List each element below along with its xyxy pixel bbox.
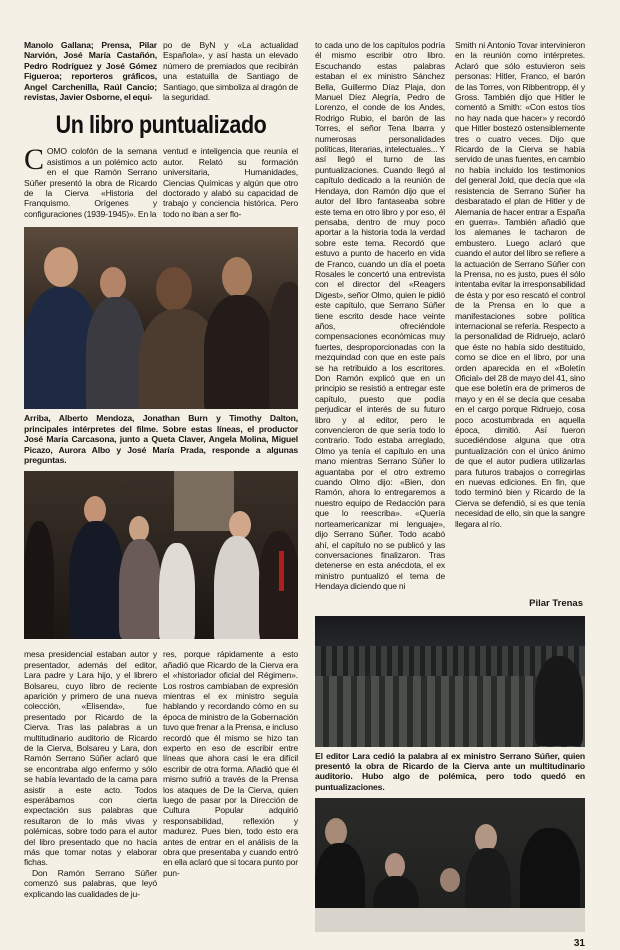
bottom-col2: res, porque rápidamente a esto añadió que Ricardo de la Cierva era el «historiador oficial del Régimen». Los rostros cambiaban de expresión mientras el ex ministro seguía hablando y recordando cómo en su época de ministro de la Gobernación tuvo que frenar a la Prensa, e incluso recordó que él mismo se hizo tan experto en eso de escribir entre líneas que ahora casi le era difícil escribir de otra forma. Añadió que él mismo sufrió a través de la Prensa los ataques de De la Cierva, quien luego de pasar por la Dirección de Cultura Popular adquirió responsabilidad, reflexión y madurez. Pues bien, todo esto era antes de entrar en el análisis de la obra que presentaba y cuando entró en ella aclaró que si tocara punto por pun-	[163, 649, 298, 878]
author-signature: Pilar Trenas	[529, 597, 583, 609]
top-text-col2: po de ByN y «La actualidad Española», y así hasta un elevado número de premiados que recibirán una estatuilla de Santiago de Santiago, que simboliza al dragón de la seguridad.	[163, 40, 298, 103]
photo-actors	[24, 227, 298, 409]
drop-cap: C	[24, 143, 44, 177]
photo-press-conference	[24, 471, 298, 639]
bottom-col1	[24, 649, 157, 899]
top-text	[24, 40, 298, 102]
intro-col1	[24, 143, 157, 219]
photo-audience	[315, 616, 585, 747]
page-number: 31	[573, 938, 585, 950]
intro-text	[24, 143, 298, 219]
bottom-paragraph-2: Don Ramón Serrano Súñer comenzó sus palabras, que leyó explicando las cualidades de ju-	[24, 867, 157, 899]
right-text	[315, 40, 585, 592]
caption-actors: Arriba, Alberto Mendoza, Jonathan Burn y Timothy Dalton, principales intérpretes del filme. Sobre estas líneas, el productor José María Carcasona, junto a Queta Claver, Angela Molina, Miguel Picazo, Aurora Albo y José María Prada, responde a algunas preguntas.	[24, 413, 298, 465]
bottom-paragraph-1: mesa presidencial estaban autor y presentador, además del editor, Lara padre y Lara hijo, y el librero Bolsareu, cuyo libro de reciente aparición y primero de una nueva colección, «Elisenda», fue presentado por Ricardo de la Cierva. Tras las palabras a un multitudinario auditorio de Ricardo de la Cierva, Bolsareu y Lara, don Ramón Serrano Súñer aclaró que se encontraba algo enfermo y sólo se había levantado de la cama para asistir a este acto. Todos esperábamos con cierta expectación sus palabras que resultaron de lo más vivas y polémicas, sobre todo para el autor del libro presentado que no hacía más que tomar notas y elaborar fichas.	[24, 649, 157, 868]
intro-col2: ventud e inteligencia que reunía el autor. Relató su formación universitaria, Humanidades, Ciencias Químicas y algún que otro doctorado y alabó su capacidad de trabajo y conciencia histórica. Pero todo no iban a ser flo-	[163, 146, 298, 219]
top-text-col1: Manolo Gallana; Prensa, Pilar Narvión, José María Castañón, Pedro Rodríguez y José Gómez Figueroa; reporteros gráficos, Angel Carchenilla, Raúl Cancio; revistas, Javier Osborne, el equi-	[24, 40, 157, 103]
left-column	[24, 40, 298, 899]
caption-audience: El editor Lara cedió la palabra al ex ministro Serrano Súñer, quien presentó la obra de Ricardo de la Cierva ante un multitudinario auditorio. Hubo algo de polémica, pero todo quedó en puntualizaciones.	[315, 750, 585, 792]
right-column	[315, 40, 585, 950]
photo-presidential-table	[315, 798, 585, 932]
right-col2: Smith ni Antonio Tovar intervinieron en la reunión como intérpretes. Aclaró que sólo estuvieron seis personas: Hitler, Franco, el barón de las Torres, von Ribbentropp, él y Gross. También dijo que Hitler le comentó a Smith: «Con estos tíos no hay nada que hacer» y recordó que Hitler bostezó ostensiblemente tres o cuatro veces. Dijo que Ricardo de la Cierva se había servido de unas fuentes, en cambio no había incluido los testimonios del general Jold, que decía que «la resistencia de Serrano Súñer ha desbaratado el plan de Hitler y de Alemania de hacer entrar a España en guerra». También añadió que los alemanes le tacharon de embustero. Luego aclaró que cuando el autor del libro se refiere a la actuación de Serrano Súñer con la Prensa, no es justo, pues él sólo intentaba evitar la irresponsabilidad de ésta y por eso rescató el control de la Prensa en lo que a manifestaciones sobre política internacional se refería. Respecto a la personalidad de Ridruejo, aclaró que éste no había sido destituido, como se dice en el libro, por una orden aparecida en el «Boletín Oficial» del 28 de mayo del 41, sino que ese boletín era de primeros de mayo y en él se decía que cesaba en el cargo porque Ridruejo, cosa poco acostumbrada en aquella época, dimitió. Así fueron sucediéndose alguna que otra puntualización con el único ánimo de que el autor pudiera utilizarlas para futuros trabajos o corregirlas en nuevas ediciones. En fin, que todo terminó bien y Ricardo de la Cierva se defendió, si es que tenía necesidad de ello, sin que la sangre llegara al río.	[455, 40, 585, 529]
right-col1: to cada uno de los capítulos podría él mismo escribir otro libro. Escuchando estas palabras estaban el ex ministro Sánchez Bella, Guillermo Díaz Plaja, don Manuel Díez Alegría, Pedro de Lorenzo, el conde de los Andes, Rodrigo Rubio, el barón de las Torres, el señor Tena Ibarra y numerosas personalidades políticas, literarias, intelectuales... Y así llegó el turno de las puntualizaciones. Cuando llegó al capítulo dedicado a la reunión de Hendaya, don Ramón dijo que el autor del libro fantaseaba sobre este tema en otro libro y por eso, él pensaba, dentro de muy poco aportar a la historia toda la verdad sobre este tema. Recordó que estuvo a punto de hacerlo en vida de Franco, cuando un día el poeta Rosales le concertó una entrevista con el director del «Reagers Digest», señor Olmo, quien le pidió este capítulo, que Serrano Súñer tiene escrito desde hace veinte años, ofreciéndole compensaciones económicas muy fuertes, desproporcionadas con la mezquindad con que en este país se ha retribuido a los escritores. Don Ramón explicó que en un principio se resistió a entregar este capítulo, puesto que podía perjudicar el interés de su futuro libro y al editor, pero le convencieron de que sería todo lo contrario. Todo estaba arreglado, Olmo ya tenía el capítulo en una mano mientras Serrano Súñer lo aguantaba por el otro extremo cuando Olmo dijo: «Bien, don Ramón, ahora lo entregaremos a nuestro equipo de Redacción para que lo reescriba». «Quería norteamericanizar mi lenguaje», dijo Serrano Súñer. Todo acabó ahí, el capítulo no se publicó y las conversaciones finalizaron. Tras detenerse en esta anécdota, el ex ministro puntualizó el tema de Hendaya diciendo que ni	[315, 40, 445, 592]
bottom-text	[24, 649, 298, 899]
article-headline: Un libro puntualizado	[55, 111, 267, 140]
intro-text-1: OMO colofón de la semana asistimos a un polémico acto en el que Ramón Serrano Súñer presentó la obra de Ricardo de la Cierva «Historia del Franquismo. Orígenes y configuraciones (1939-1945)». En la	[24, 146, 157, 219]
